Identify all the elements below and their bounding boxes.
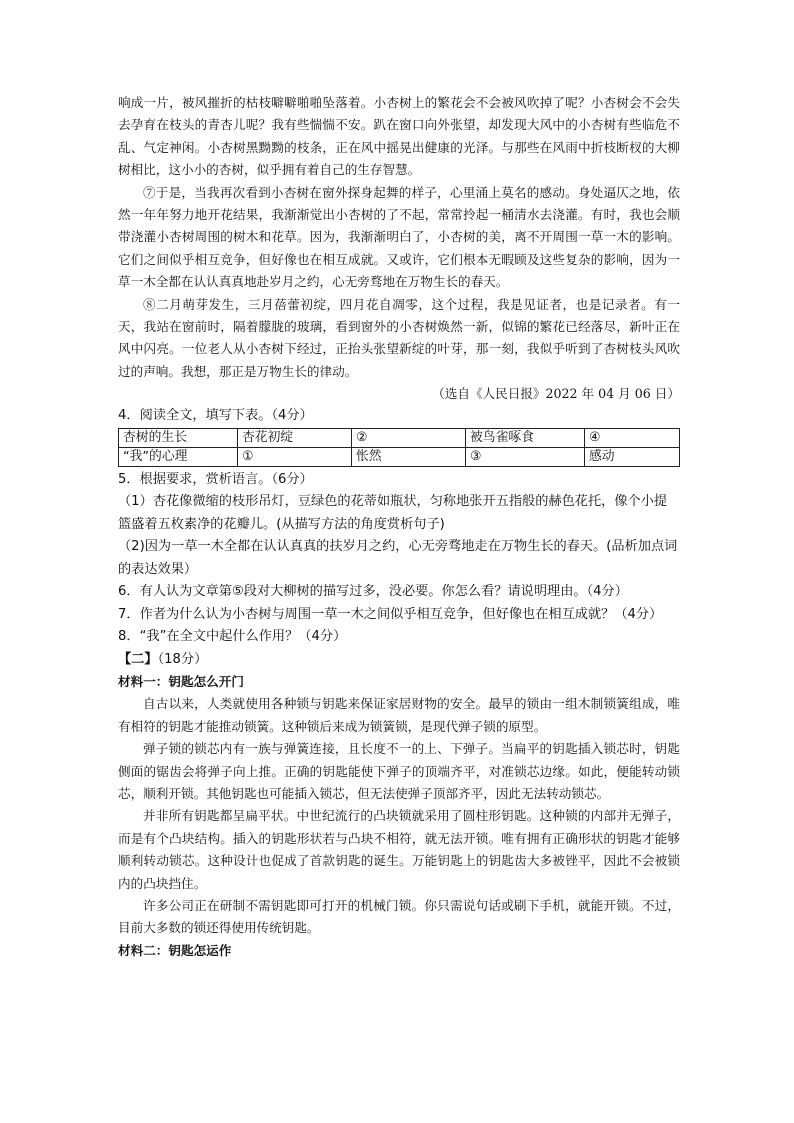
table-cell: 感动 [585, 447, 680, 466]
material-2-title: 材料二：钥匙怎运作 [118, 942, 232, 958]
material-1-paragraph-3: 并非所有钥匙都呈扁平状。中世纪流行的凸块锁就采用了圆柱形钥匙。这种锁的内部并无弹子，而是有个凸块结构。插入的钥匙形状若与凸块不相符，就无法开锁。唯有拥有正确形状的钥匙才能够顺利转动锁芯。这种设计也促成了首款钥匙的诞生。万能钥匙上的钥匙齿大多被锉平，因此不会被锁内的凸块挡住。 [118, 808, 680, 891]
table-row [119, 447, 680, 466]
table-cell: 怅然 [352, 447, 466, 466]
exam-page [118, 92, 680, 962]
material-1-paragraph-1: 自古以来，人类就使用各种锁与钥匙来保证家居财物的安全。最早的锁由一组木制锁簧组成，唯有相符的钥匙才能推动锁簧。这种锁后来成为锁簧锁，是现代弹子锁的原型。 [118, 696, 680, 734]
part-2-bracket: 【二】 [118, 651, 158, 667]
material-1-paragraph-4: 许多公司正在研制不需钥匙即可打开的机械门锁。你只需说句话或刷下手机，就能开锁。不过，目前大多数的锁还得使用传统钥匙。 [118, 897, 680, 936]
question-5-1: （1）杏花像微缩的枝形吊灯，豆绿色的花蒂如瓶状，匀称地张开五指般的赫色花托，像个小提篮盛着五枚素净的花瓣儿。(从描写方法的角度赏析句子) [118, 494, 668, 532]
table-cell: ① [238, 447, 352, 466]
table-cell: 被鸟雀啄食 [466, 428, 585, 447]
table-row [119, 428, 680, 447]
source-citation: （选自《人民日报》2022 年 04 月 06 日） [432, 386, 680, 402]
question-7: 7．作者为什么认为小杏树与周围一草一木之间似乎相互竞争，但好像也在相互成就？（4分） [118, 606, 663, 622]
table-cell: ④ [585, 428, 680, 447]
table-cell: 杏花初绽 [238, 428, 352, 447]
part-2-score: （18分） [157, 651, 208, 667]
story-paragraph-8: ⑧二月萌芽发生，三月蓓蕾初绽，四月花自凋零，这个过程，我是见证者，也是记录者。有一天，我站在窗前时，隔着朦胧的玻璃，看到窗外的小杏树焕然一新，似锦的繁花已经落尽，新叶正在风中闪亮。一位老人从小杏树下经过，正抬头张望新绽的叶芽，那一刻，我似乎听到了杏树枝头风吹过的声响。我想，那正是万物生长的律动。 [118, 296, 680, 379]
question-6: 6．有人认为文章第⑤段对大柳树的描写过多，没必要。你怎么看？请说明理由。（4分） [118, 584, 628, 600]
material-1-paragraph-2: 弹子锁的锁芯内有一族与弹簧连接，且长度不一的上、下弹子。当扁平的钥匙插入锁芯时，钥匙侧面的锯齿会将弹子向上推。正确的钥匙能使下弹子的顶端齐平，对准锁芯边缘。如此，便能转动锁芯，顺利开锁。其他钥匙也可能插入锁芯，但无法使弹子顶部齐平，因此无法转动锁芯。 [118, 741, 680, 801]
question-8: 8．“我”在全文中起什么作用？（4分） [118, 629, 347, 645]
fill-in-table [118, 428, 680, 467]
table-cell: “我”的心理 [119, 447, 238, 466]
question-5: 5．根据要求，赏析语言。（6分） [118, 471, 313, 487]
story-paragraph-continued: 响成一片，被风摧折的枯枝噼噼啪啪坠落着。小杏树上的繁花会不会被风吹掉了呢？小杏树会不会失去孕育在枝头的青杏儿呢？我有些惴惴不安。趴在窗口向外张望，却发现大风中的小杏树有些临危不乱、气定神闲。小杏树黑黝黝的枝条，正在风中摇晃出健康的光泽。与那些在风雨中折枝断杈的大柳树相比，这小小的杏树，似乎拥有着自己的生存智慧。 [118, 95, 680, 178]
question-4: 4．阅读全文，填写下表。（4分） [118, 408, 313, 424]
table-cell: 杏树的生长 [119, 428, 238, 447]
table-cell: ② [352, 428, 466, 447]
question-5-2: （2)因为一草一木全都在认认真真的扶岁月之约，心无旁骛地走在万物生长的春天。(品析加点词的表达效果） [118, 539, 678, 577]
story-paragraph-7: ⑦于是，当我再次看到小杏树在窗外探身起舞的样子，心里涌上莫名的感动。身处逼仄之地，依然一年年努力地开花结果，我渐渐觉出小杏树的了不起，常常拎起一桶清水去浇灌。有时，我也会顺带浇灌小杏树周围的树木和花草。因为，我渐渐明白了，小杏树的美，离不开周围一草一木的影响。它们之间似乎相互竞争，但好像也在相互成就。又或许，它们根本无暇顾及这些复杂的影响，因为一草一木全都在认认真真地赴岁月之约，心无旁骛地在万物生长的春天。 [118, 184, 680, 290]
part-2-heading [118, 649, 680, 672]
material-1-title: 材料一：钥匙怎么开门 [118, 674, 244, 690]
table-cell: ③ [466, 447, 585, 466]
